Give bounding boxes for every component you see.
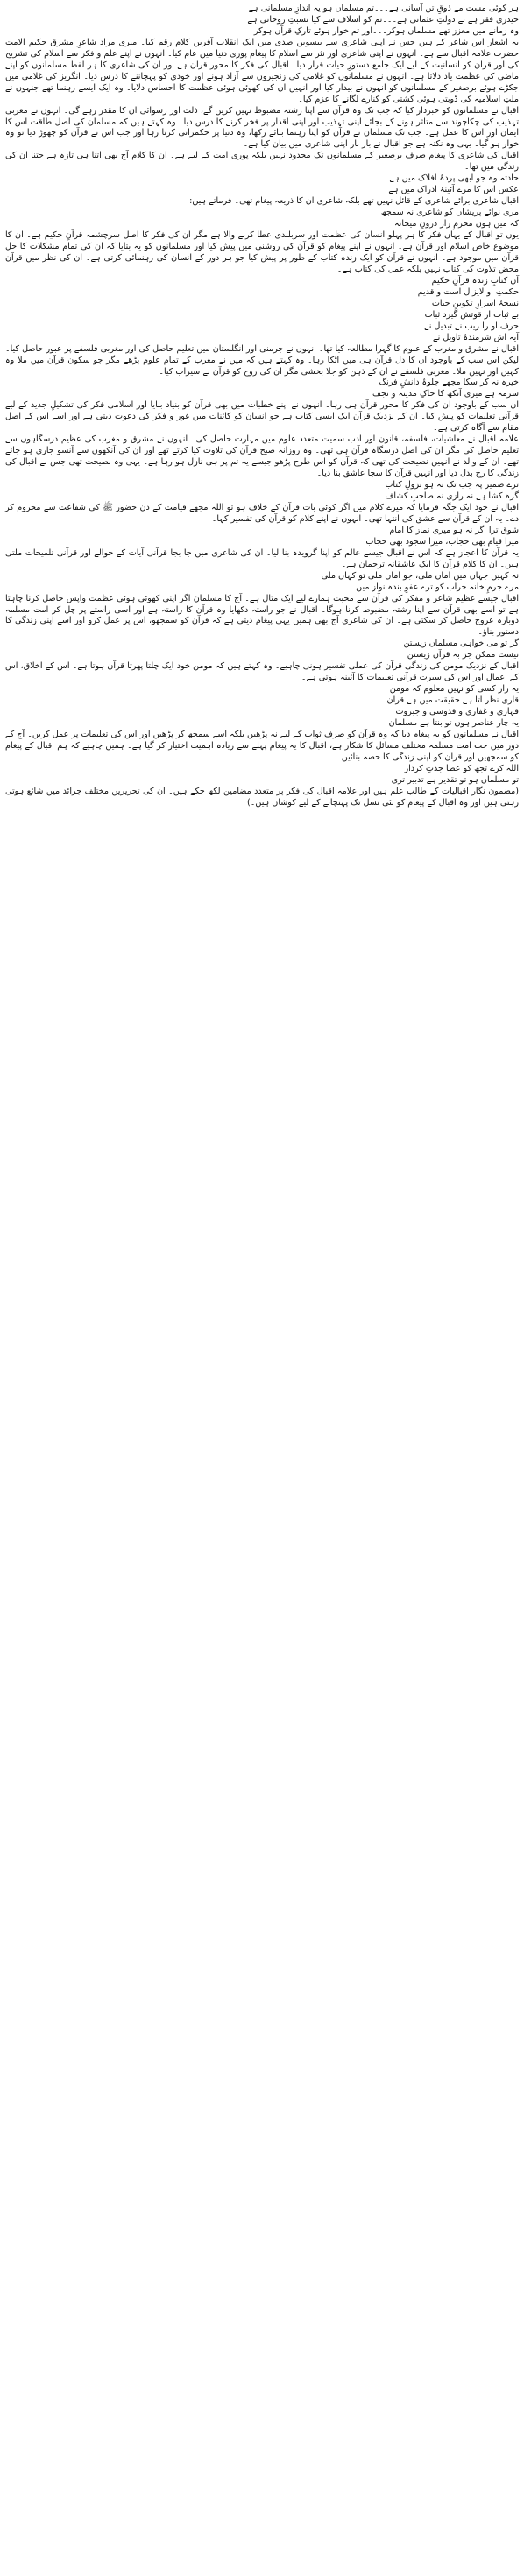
verse: نہ کہیں جہاں میں اماں ملی، جو اماں ملی تو کہاں ملی مرے جرمِ خانہ خراب کو ترے عفوِ بندہ نواز میں [321,570,519,592]
verse: حادثہ وہ جو ابھی پردۂ افلاک میں ہے عکس اس کا مرے آئینۂ ادراک میں ہے [388,173,519,195]
paragraph: علامہ اقبال نے معاشیات، فلسفہ، قانون اور ادب سمیت متعدد علوم میں مہارت حاصل کی۔ انہوں نے مشرق و مغرب کی عظیم درسگاہوں سے تعلیم حاصل کی مگر ان کی اصل درسگاہ قرآن ہی تھی۔ وہ روزانہ صبح قرآن کی تلاوت کیا کرتے تھے اور ان کی آنکھوں سے آنسو جاری ہو جاتے تھے۔ ان کے والد نے انہیں نصیحت کی تھی کہ قرآن کو اس طرح پڑھو جیسے یہ تم پر ہی نازل ہو رہا ہے۔ یہی وہ نصیحت تھی جس نے اقبال کی زندگی کا رخ بدل دیا اور انہیں قرآن کا سچا عاشق بنا دیا۔ [5,434,519,479]
paragraph: اقبال جیسے عظیم شاعر و مفکر کی قرآن سے محبت ہمارے لیے ایک مثال ہے۔ آج کا مسلمان اگر اپنی کھوئی ہوئی عظمت واپس حاصل کرنا چاہتا ہے تو اسے بھی قرآن سے اپنا رشتہ مضبوط کرنا ہوگا۔ اقبال نے جو راستہ دکھایا وہ قرآن کا راستہ ہے اور اسی راستے پر چل کر امت مسلمہ دوبارہ عروج حاصل کر سکتی ہے۔ ان کی شاعری آج بھی ہمیں یہی پیغام دیتی ہے کہ قرآن کو سمجھو، اس پر عمل کرو اور اسے اپنی زندگی کا دستور بناؤ۔ [5,593,519,638]
paragraph: اقبال نے مسلمانوں کو یہ پیغام دیا کہ وہ قرآن کو صرف ثواب کے لیے نہ پڑھیں بلکہ اسے سمجھ کر پڑھیں اور اس کی تعلیمات پر عمل کریں۔ آج کے دور میں جب امت مسلمہ مختلف مسائل کا شکار ہے، اقبال کا یہ پیغام پہلے سے زیادہ اہمیت اختیار کر گیا ہے۔ ہمیں چاہیے کہ ہم اقبال کے پیغام کو سمجھیں اور قرآن کو اپنی زندگی کا حصہ بنائیں۔ [5,730,519,762]
verse: مری نوائے پریشاں کو شاعری نہ سمجھ کہ میں ہوں محرمِ رازِ درونِ میخانہ [380,208,519,229]
paragraph: یوں تو اقبال کے یہاں فکر کا ہر پہلو انسان کی عظمت اور سربلندی عطا کرنے والا ہے مگر ان کی فکر کا اصل سرچشمہ قرآنِ حکیم ہے۔ ان کا موضوع خاص اسلام اور قرآن ہے۔ انہوں نے اپنے پیغام کو قرآن کی روشنی میں پیش کیا اور مسلمانوں کو یہ بتایا کہ ان کی تمام مشکلات کا حل قرآن میں موجود ہے۔ انہوں نے قرآن کو ایک زندہ کتاب کے طور پر پیش کیا جو ہر دور کے انسان کی رہنمائی کرتی ہے۔ ان کی نظر میں قرآن محض تلاوت کی کتاب نہیں بلکہ عمل کی کتاب ہے۔ [5,230,519,274]
verse: حرف او را ریب نے تبدیل نے آیہ اش شرمندۂ تاویل نے [424,321,519,342]
paragraph: اقبال کے نزدیک مومن کی زندگی قرآن کی عملی تفسیر ہونی چاہیے۔ وہ کہتے ہیں کہ مومن خود ایک چلتا پھرتا قرآن ہوتا ہے۔ اس کے اخلاق، اس کے اعمال اور اس کی سیرت قرآنی تعلیمات کا آئینہ ہوتی ہے۔ [5,661,519,683]
verse: اللہ کرے تجھ کو عطا جدتِ کردار تو مسلماں ہو تو تقدیر ہے تدبیر تری [391,763,519,785]
verse: قہاری و غفاری و قدوسی و جبروت یہ چار عناصر ہوں تو بنتا ہے مسلمان [388,707,519,729]
verse: شوق ترا اگر نہ ہو میری نماز کا امام میرا قیام بھی حجاب، میرا سجود بھی حجاب [365,525,519,547]
verse: ترے ضمیر پہ جب تک نہ ہو نزولِ کتاب گرہ کشا ہے نہ رازی نہ صاحبِ کشاف [385,480,519,501]
paragraph: اقبال نے مشرق و مغرب کے علوم کا گہرا مطالعہ کیا تھا۔ انہوں نے جرمنی اور انگلستان میں تعلیم حاصل کی اور مغربی فلسفے پر عبور حاصل کیا۔ لیکن اس سب کے باوجود ان کا دل قرآن ہی میں اٹکا رہا۔ وہ کہتے ہیں کہ میں نے مغرب کے تمام علوم پڑھے مگر جو سکون قرآن میں ملا وہ کہیں اور نہیں ملا۔ مغربی فلسفے نے ان کے ذہن کو جلا بخشی مگر ان کی روح کو قرآن نے سیراب کیا۔ [5,343,519,377]
verse: نسخۂ اسرارِ تکوینِ حیات بے ثبات از قوتش گیرد ثبات [424,298,519,320]
paragraph: اقبال نے خود ایک جگہ فرمایا کہ میرے کلام میں اگر کوئی بات قرآن کے خلاف ہو تو اللہ مجھے قیامت کے دن حضور ﷺ کی شفاعت سے محروم کر دے۔ یہ ان کے قرآن سے عشق کی انتہا تھی۔ انہوں نے اپنے کلام کو قرآن کی تفسیر کہا۔ [5,502,519,524]
paragraph: اقبال شاعری برائے شاعری کے قائل نہیں تھے بلکہ شاعری ان کا ذریعہ پیغام تھی۔ فرماتے ہیں: [189,196,519,207]
verse-opening: ہر کوئی مست مے ذوقِ تن آسانی ہے۔۔۔تم مسلماں ہو یہ اندازِ مسلمانی ہے حیدری فقر ہے نے دولتِ عثمانی ہے۔۔۔تم کو اسلاف سے کیا نسبتِ روحانی ہے وہ زمانے میں معزز تھے مسلماں ہوکر۔۔۔اور تم خوار ہوئے تارکِ قرآں ہوکر [247,4,519,36]
paragraph: ان سب کے باوجود ان کی فکر کا محور قرآن ہی رہا۔ انہوں نے اپنے خطبات میں بھی قرآن کو بنیاد بنایا اور اسلامی فکر کی تشکیلِ جدید کے لیے قرآنی تعلیمات کو پیش کیا۔ ان کے نزدیک قرآن ایک ایسی کتاب ہے جو انسان کو کائنات میں غور و فکر کی دعوت دیتی ہے اور اسے اس کے اصل مقام سے آگاہ کرتی ہے۔ [5,400,519,434]
verse: آں کتابِ زندہ قرآنِ حکیم حکمتِ او لایزال است و قدیم [417,275,519,297]
author-note: (مضمون نگار اقبالیات کے طالب علم ہیں اور علامہ اقبال کی فکر پر متعدد مضامین لکھ چکے ہیں۔ ان کی تحریریں مختلف جرائد میں شائع ہوتی رہتی ہیں اور وہ اقبال کے پیغام کو نئی نسل تک پہنچانے کے لیے کوشاں ہیں۔) [5,786,519,808]
paragraph: اقبال نے مسلمانوں کو خبردار کیا کہ جب تک وہ قرآن سے اپنا رشتہ مضبوط نہیں کریں گے، ذلت اور رسوائی ان کا مقدر رہے گی۔ انہوں نے مغربی تہذیب کی چکاچوند سے متاثر ہونے کے بجائے اپنی تہذیب اور اپنی اقدار پر فخر کرنے کا درس دیا۔ وہ کہتے ہیں کہ مسلمان کی اصل طاقت اس کا ایمان اور اس کا عمل ہے۔ جب تک مسلمان نے قرآن کو اپنا رہنما بنائے رکھا، وہ دنیا پر حکمرانی کرتا رہا اور جب اس نے قرآن کو چھوڑ دیا تو وہ خوار ہو گیا۔ یہی وہ نکتہ ہے جو اقبال نے بار بار اپنی شاعری میں بیان کیا ہے۔ [5,105,519,150]
paragraph: یہ قرآن کا اعجاز ہے کہ اس نے اقبال جیسے عالم کو اپنا گرویدہ بنا لیا۔ ان کی شاعری میں جا بجا قرآنی آیات کے حوالے اور قرآنی تلمیحات ملتی ہیں۔ ان کا کلام قرآن کا ایک عاشقانہ ترجمان ہے۔ [5,547,519,569]
verse: یہ راز کسی کو نہیں معلوم کہ مومن قاری نظر آتا ہے حقیقت میں ہے قرآن [386,684,519,706]
paragraph: اقبال کی شاعری کا پیغام صرف برصغیر کے مسلمانوں تک محدود نہیں بلکہ پوری امت کے لیے ہے۔ ان کا کلام آج بھی اتنا ہی تازہ ہے جتنا ان کی زندگی میں تھا۔ [5,151,519,173]
verse: خیرہ نہ کر سکا مجھے جلوۂ دانشِ فرنگ سرمہ ہے میری آنکھ کا خاکِ مدینہ و نجف [372,378,519,399]
verse: گر تو می خواہی مسلماں زیستن نیست ممکن جز بہ قرآں زیستن [403,639,519,660]
paragraph: یہ اشعار اس شاعر کے ہیں جس نے اپنی شاعری سے بیسویں صدی میں ایک انقلاب آفریں کلام رقم کیا۔ میری مراد شاعرِ مشرق حکیم الامت حضرت علامہ اقبال سے ہے۔ انہوں نے اپنی شاعری اور نثر سے اسلام کا پیغام پوری دنیا میں عام کیا۔ انہوں نے اپنے علم و فکر سے اسلام کی تشریح کی اور قرآن کو انسانیت کے لیے ایک جامع دستورِ حیات قرار دیا۔ اقبال کی فکر کا محور قرآن ہے اور ان کی شاعری کا ہر لفظ مسلمانوں کو اپنے ماضی کی عظمت یاد دلاتا ہے۔ انہوں نے مسلمانوں کو غلامی کی زنجیروں سے آزاد ہونے اور خودی کو پہچاننے کا درس دیا۔ انگریز کی غلامی میں جکڑے ہوئے برصغیر کے مسلمانوں کو انہوں نے بیدار کیا اور انہیں ان کی کھوئی ہوئی عظمت کا احساس دلایا۔ وہ ایک ایسے رہنما تھے جنہوں نے ملتِ اسلامیہ کی ڈوبتی ہوئی کشتی کو کنارے لگانے کا عزم کیا۔ [5,37,519,104]
